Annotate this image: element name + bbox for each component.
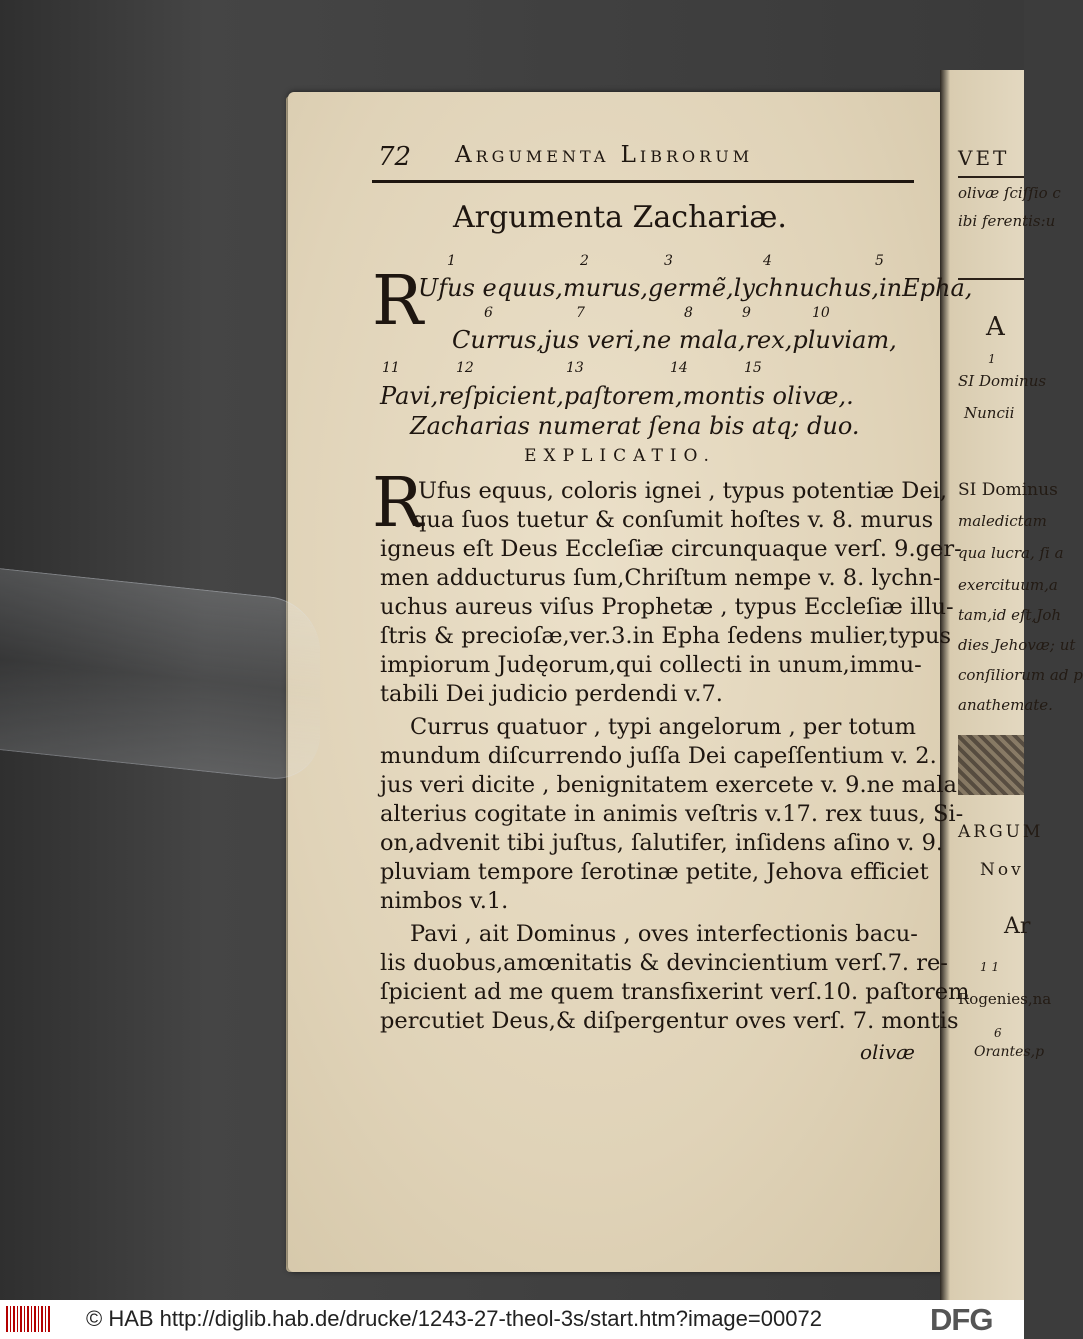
facing-line: qua lucra, ſi a (958, 544, 1064, 562)
body-line: percutiet Deus,& diſpergentur oves verſ. 7. montis (380, 1008, 959, 1034)
facing-line: Rogenies,na (958, 990, 1052, 1008)
drop-cap: R (372, 464, 424, 543)
facing-line: maledictam (958, 512, 1047, 530)
dfg-logo: DFG (930, 1302, 993, 1337)
body-line: alterius cogitate in animis veſtris v.17. rex tuus, Si- (380, 801, 964, 827)
barcode-icon (6, 1306, 50, 1332)
header-rule (372, 180, 914, 183)
body-line: igneus eſt Deus Eccleſiæ circunquaque verſ. 9.ger- (380, 536, 962, 562)
facing-num: 1 (988, 352, 996, 366)
facing-rule (958, 176, 1024, 178)
section-heading: EXPLICATIO. (524, 446, 716, 466)
verse-number: 13 (566, 360, 584, 376)
body-line: impiorum Judęorum,qui collecti in unum,immu- (380, 652, 922, 678)
facing-line: dies Jehovæ; ut (958, 636, 1076, 654)
facing-page-text (958, 0, 1083, 1300)
verse-number: 3 (664, 253, 673, 269)
verse-number: 15 (744, 360, 762, 376)
body-line: lis duobus,amœnitatis & devincientium verſ.7. re- (380, 950, 948, 976)
verse-number: 7 (576, 305, 585, 321)
facing-line: tam,id eſt,Joh (958, 606, 1062, 624)
body-line: tabili Dei judicio perdendi v.7. (380, 681, 723, 707)
body-line: jus veri dicite , benignitatem exercete v. 9.ne mala (380, 772, 957, 798)
verse-line: Ufus equus,murus,germẽ,lychnuchus,inEpha, (418, 274, 973, 302)
facing-line: conſiliorum ad p (958, 666, 1083, 684)
body-line: Currus quatuor , typi angelorum , per totum (410, 714, 916, 740)
body-line: pluviam tempore ſerotinæ petite, Jehova efficiet (380, 859, 929, 885)
facing-num: 6 (994, 1026, 1002, 1040)
body-line: ſtris & precioſæ,ver.3.in Epha ſedens mulier,typus (380, 623, 952, 649)
facing-num: 1 1 (980, 960, 1000, 974)
source-credit-link[interactable]: © HAB http://diglib.hab.de/drucke/1243-27-theol-3s/start.htm?image=00072 (86, 1306, 822, 1331)
catchword: olivæ (860, 1040, 915, 1064)
facing-line: SI Dominus (958, 372, 1047, 390)
facing-line: ibi ferentis:u (958, 212, 1056, 230)
body-line: men adducturus ſum,Chriſtum nempe v. 8. lychn- (380, 565, 941, 591)
facing-line: Nuncii (964, 404, 1015, 422)
page-number: 72 (378, 142, 412, 172)
body-line: qua ſuos tuetur & conſumit hoſtes v. 8. murus (412, 507, 934, 533)
page-title: Argumenta Zachariæ. (453, 200, 787, 235)
drop-cap: R (372, 262, 424, 341)
facing-line: Orantes,p (974, 1044, 1045, 1060)
verse-number: 2 (580, 253, 589, 269)
body-line: uchus aureus viſus Prophetæ , typus Eccleſiæ illu- (380, 594, 954, 620)
verse-line: Currus,jus veri,ne mala,rex,pluviam, (452, 326, 897, 354)
verse-number: 4 (763, 253, 772, 269)
verse-line: Zacharias numerat ſena bis atq; duo. (410, 412, 860, 440)
verse-number: 14 (670, 360, 688, 376)
body-line: on,advenit tibi juſtus, ſalutifer, inſidens aſino v. 9. (380, 830, 944, 856)
facing-line: anathemate. (958, 696, 1053, 714)
facing-line: SI Dominus (958, 480, 1058, 500)
facing-heading: ARGUM (958, 822, 1044, 842)
facing-head: VET (958, 146, 1010, 170)
verse-number: 1 (447, 253, 456, 269)
verse-number: 10 (812, 305, 830, 321)
glass-weight (0, 568, 320, 784)
verse-number: 8 (684, 305, 693, 321)
ornament-band (958, 735, 1024, 795)
body-line: Ufus equus, coloris ignei , typus potentiæ Dei, (418, 478, 948, 504)
running-head: Argumenta Librorum (455, 142, 754, 168)
facing-line: olivæ ſciſſio c (958, 184, 1061, 202)
body-line: Pavi , ait Dominus , oves interfectionis bacu- (410, 921, 918, 947)
facing-title: A (986, 312, 1005, 342)
verse-number: 12 (456, 360, 474, 376)
facing-heading: Ar (1004, 914, 1031, 939)
body-line: mundum diſcurrendo juſſa Dei capeſſentium v. 2. (380, 743, 937, 769)
body-line: ſpicient ad me quem transfixerint verſ.10. paſtorem (380, 979, 970, 1005)
verse-number: 9 (742, 305, 751, 321)
facing-heading: Nov (980, 860, 1024, 880)
verse-number: 11 (382, 360, 400, 376)
verse-line: Pavi,reſpicient,paſtorem,montis olivæ,. (380, 382, 854, 410)
facing-line: exercituum,a (958, 576, 1058, 594)
body-line: nimbos v.1. (380, 888, 509, 914)
verse-number: 5 (875, 253, 884, 269)
verse-number: 6 (484, 305, 493, 321)
